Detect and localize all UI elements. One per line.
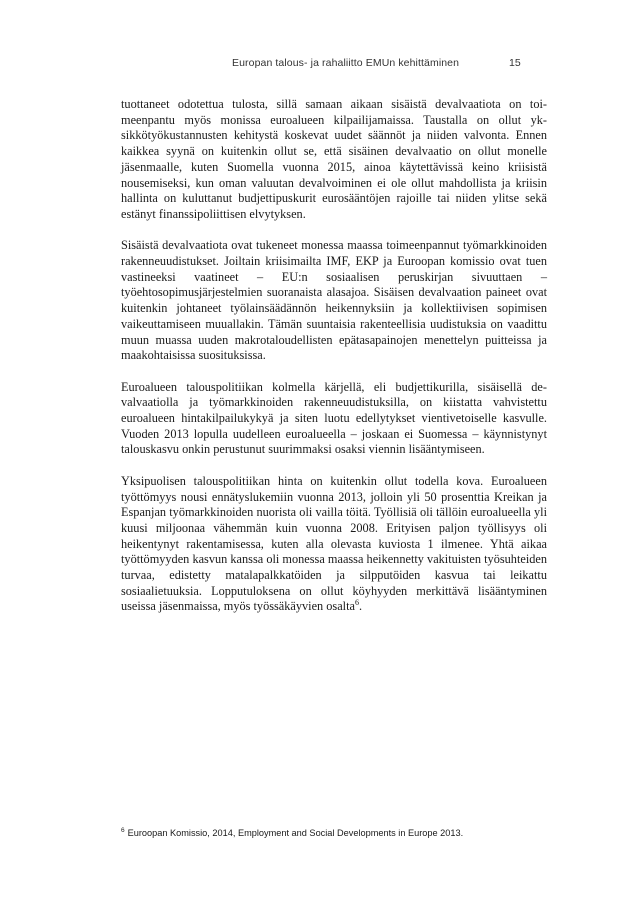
running-header	[0, 57, 638, 73]
footnote-text: Euroopan Komissio, 2014, Employment and Social Developments in Europe 2013.	[127, 828, 464, 838]
paragraph-1: tuottaneet odotettua tulosta, sillä samaan aikaan sisäistä devalvaatiota on toimeenpantu myös monissa euroalueen kilpailijamaissa. Taustalla on ollut yksikkötyökustannusten kehitystä koskevat uudet säännöt ja niiden valvonta. Ennen kaikkea syynä on kuitenkin ollut se, että sisäinen devalvaatio on ollut monelle jäsenmaalle, kuten Suomella vuonna 2015, ainoa käytettävissä keino kriisistä nousemiseksi, kun oman valuutan devalvoiminen ei ole ollut mahdollista ja kriisin hallinta on kuluttanut budjettipuskurit eurosääntöjen rajoille tai niiden ylitse sekä estänyt finanssipoliittisen elvytyksen.	[121, 97, 547, 221]
paragraph-4-end: .	[358, 599, 363, 614]
paragraph-4	[121, 474, 547, 615]
body-text	[121, 97, 547, 615]
footnote	[121, 827, 547, 839]
page-number: 15	[509, 57, 521, 69]
paragraph-2: Sisäistä devalvaatiota ovat tukeneet monessa maassa toimeenpannut työmarkkinoiden rakenneuudistukset. Joiltain kriisimailta IMF, EKP ja Euroopan komissio ovat tuen vastineeksi vaatineet – EU:n sosiaalisen peruskirjan sivuuttaen – työehtosopimusjärjestelmien suoranaista alasajoa. Sisäisen devalvaation paineet ovat kuitenkin johtaneet työlainsäädännön heikennyksiin ja kollektiivisen sopimisen vaikeuttamiseen muuallakin. Tämän suuntaisia rakenteellisia uudistuksia on vaadittu muun muassa uuden makrotaloudellisten epätasapainojen menettelyn puitteissa ja maakohtaisissa suosituksissa.	[121, 238, 547, 363]
paragraph-4-text: Yksipuolisen talouspolitiikan hinta on kuitenkin ollut todella kova. Euroalueen työttömyys nousi ennätyslukemiin vuonna 2013, jolloin yli 50 prosenttia Kreikan ja Espanjan työmarkkinoiden nuorista oli vailla töitä. Työllisiä oli tällöin euroalueella yli kuusi miljoonaa vähemmän kuin vuonna 2008. Erityisen paljon työllisyys oli heikentynyt rakentamisessa, kuten alla olevasta kuviosta 1 ilmenee. Yhtä aikaa työttömyyden kasvun kanssa oli monessa maassa heikennetty vakituisten työsuhteiden turvaa, edistetty matalapalkkatöiden ja silpputöiden kasvua tai leikattu sosiaalietuuksia. Lopputuloksena on ollut köyhyyden merkittävä lisääntyminen useissa jäsenmaissa, myös työssäkäyvien osalta	[121, 473, 547, 614]
paragraph-3: Euroalueen talouspolitiikan kolmella kärjellä, eli budjettikurilla, sisäisellä devalvaatiolla ja työmarkkinoiden rakenneuudistuksilla, on kiistatta vahvistettu euroalueen hintakilpailukykyä ja siten luotu edellytykset vientivetoiselle kasvulle. Vuoden 2013 lopulla uudelleen euroalueella – joskaan ei Suomessa – käynnistynyt talouskasvu onkin perustunut suurimmaksi osaksi viennin lisääntymiseen.	[121, 379, 547, 457]
footnote-reference[interactable]: 6	[354, 598, 359, 608]
running-title: Europan talous- ja rahaliitto EMUn kehittäminen	[232, 57, 460, 69]
footnote-number: 6	[121, 826, 125, 834]
